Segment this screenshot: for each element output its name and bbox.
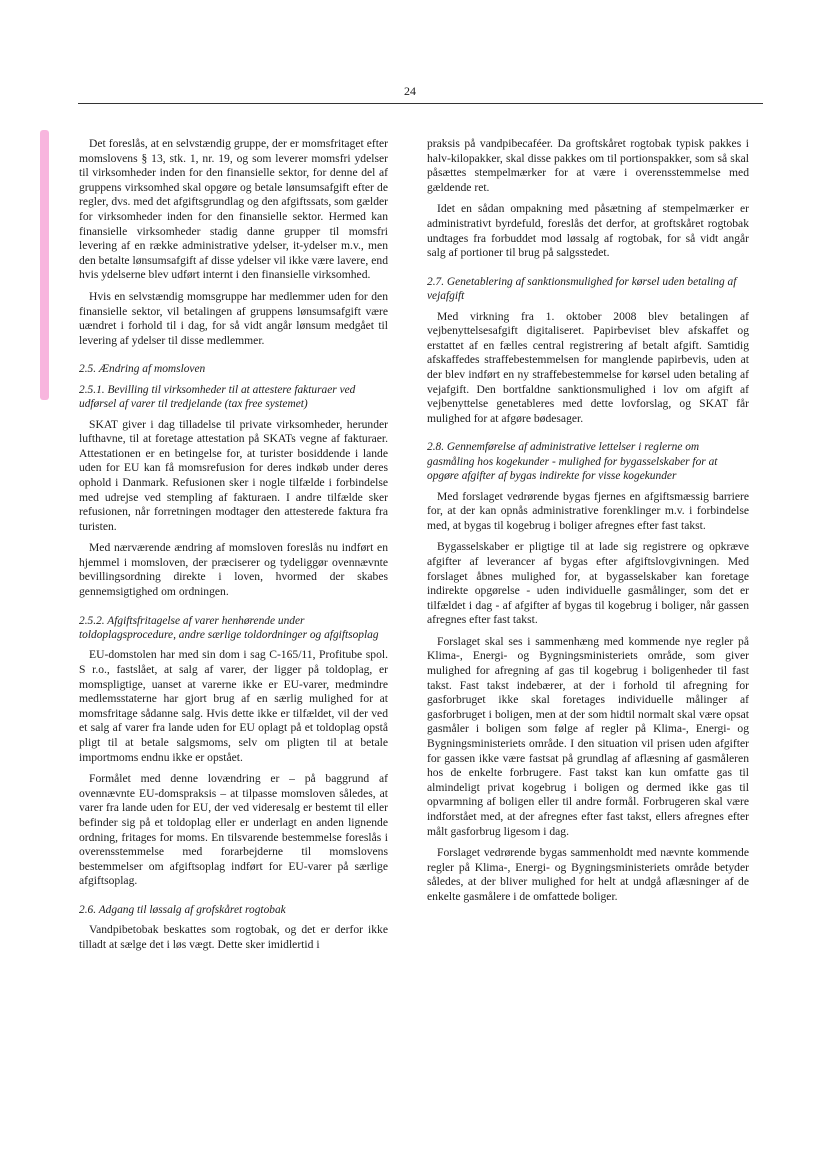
subsection-heading: 2.5.2. Afgiftsfritagelse af varer henhørende under toldoplagsprocedure, andre særlige toldordninger og afgiftsoplag [79,614,379,642]
header-rule [78,103,763,104]
right-column [427,137,749,912]
paragraph: Idet en sådan ompakning med påsætning af stempelmærker er administrativt byrdefuld, foreslås det derfor, at groftskåret rogtobak undtages fra forbuddet mod løssalg af rogtobak, for så vidt angår salg af portioner til brug på salgsstedet. [427,202,749,260]
section-heading: 2.5. Ændring af momsloven [79,363,206,376]
paragraph: Med forslaget vedrørende bygas fjernes en afgiftsmæssig barriere for, at der kan opnås administrative forenklinger m.v. i forbindelse med, at bygas til kogebrug i boliger afregnes efter fast takst. [427,489,749,532]
paragraph: SKAT giver i dag tilladelse til private virksomheder, herunder lufthavne, til at foretage attestation på SKATs vegne af fakturaer. Attestationen er en betingelse for, at turister bosiddende i lande uden for EU kan få momsrefusion for deres indkøb under deres ophold i Danmark. Refusionen sker i nogle tilfælde i forbindelse med udrejse ved stempling af fakturaen. I andre tilfælde sker refusionen, når forretningen modtager den attesterede faktura fra turisten. [79,417,388,533]
paragraph: EU-domstolen har med sin dom i sag C-165/11, Profitube spol. S r.o., fastslået, at salg af varer, der ligger på toldoplag, er momspligtige, uanset at varerne ikke er EU-varer, medmindre medlemsstaterne har gjort brug af en særlig mulighed for at momsfritage sådanne salg. Hvis dette ikke er tilfældet, vil der ved et salg af varer fra lande uden for EU oplagt på et toldoplag opstå pligt til at betale salgsmoms, selv om pligten til at betale importmoms endnu ikke er opstået. [79,648,388,764]
paragraph: Med nærværende ændring af momsloven foreslås nu indført en hjemmel i momsloven, der præciserer og tydeliggør ovennævnte bevillingsordning direkte i loven, hvormed der skabes gennemsigtighed om ordningen. [79,541,388,599]
section-heading: 2.6. Adgang til løssalg af grofskåret rogtobak [79,903,286,916]
paragraph: Hvis en selvstændig momsgruppe har medlemmer uden for den finansielle sektor, vil betalingen af gruppens lønsumsafgift være uændret i forhold til i dag, for så vidt angår lønsum medgået til levering af ydelser til disse medlemmer. [79,289,388,347]
paragraph: Formålet med denne lovændring er – på baggrund af ovennævnte EU-domspraksis – at tilpasse momsloven således, at varer fra lande uden for EU, der ved videresalg er bestemt til eller befinder sig på et toldoplag eller er underlagt en anden lignende ordning, fritages for moms. En tilsvarende bestemmelse foreslås i overensstemmelse med forarbejderne til momslovens bestemmelser om afgiftsoplag indført for EU-varer på særlige afgiftsoplag. [79,772,388,888]
page-number: 24 [404,84,416,98]
section-heading: 2.7. Genetablering af sanktionsmulighed for kørsel uden betaling af vejafgift [427,275,737,303]
paragraph: Med virkning fra 1. oktober 2008 blev betalingen af vejbenyttelsesafgift digitaliseret. Papirbeviset blev afskaffet og erstattet af en fælles central registrering af betalt afgift. Samtidig afskaffedes straffebestemmelsen for manglende papirbevis, uden at der blev indført en ny straffebestemmelse for kørsel uden betaling af vejafgift. Den bortfaldne sanktionsmulighed i lov om afgift af vejbenyttelse genetableres med dette lovforslag, og SKAT får mulighed for at afgøre bødesager. [427,309,749,425]
paragraph: Bygasselskaber er pligtige til at lade sig registrere og opkræve afgifter af leverancer af bygas efter afgiftslovgivningen. Med forslaget åbnes mulighed for, at bygasselskaber kan foretage indirekte opgørelse - uden individuelle gasmålinger, som det er tilfældet i dag - af afgifter af bygas til kogebrug i boliger, når gassen afregnes efter fast takst. [427,540,749,627]
section-heading: 2.8. Gennemførelse af administrative lettelser i reglerne om gasmåling hos kogekunder - mulighed for bygasselskaber for at opgøre afgifter af bygas indirekte for visse kogekunder [427,441,718,483]
paragraph: Forslaget vedrørende bygas sammenholdt med nævnte kommende regler på Klima-, Energi- og Bygningsministeriets område betyder således, at der bliver mulighed for helt at undgå aflæsninger af de enkelte gasmålere i de omfattede boliger. [427,846,749,903]
paragraph: Det foreslås, at en selvstændig gruppe, der er momsfritaget efter momslovens § 13, stk. 1, nr. 19, og som leverer momsfri ydelser til virksomheder inden for den finansielle sektor, for denne del af gruppens virksomhed skal opgøre og betale lønsumsafgift efter de regler, dvs. med det afgiftsgrundlag og den afgiftssats, som gælder for virksomheder inden for den finansielle sektor. Hermed kan finansielle virksomheder stadig danne grupper til momsfri levering af en række administrative ydelser, it-ydelser m.v., men den betalte lønsumsafgift af disse ydelser vil ikke være lavere, end hvis ydelserne blev udført internt i den finansielle virksomhed. [79,137,388,282]
paragraph: Vandpibetobak beskattes som rogtobak, og det er derfor ikke tilladt at sælge det i løs vægt. Dette sker imidlertid i [79,923,388,951]
left-column [79,137,388,960]
paragraph: Forslaget skal ses i sammenhæng med kommende nye regler på Klima-, Energi- og Bygningsministeriets område, som giver mulighed for afregning af gas til kogebrug i boligenheder til fast takst. Fast takst indebærer, at der i forhold til afregning for gasforbruget ikke skal foretages individuelle målinger af gasforbruget i boligen, men at der som hidtil normalt skal være opsat gasmåler i boligen som følge af regler på Klima-, Energi- og Bygningsministeriets område. I den situation vil prisen uden afgifter for gassen ikke være fastsat på grundlag af aflæsning af gasmåleren hos de enkelte forbrugere. Fast takst kan kun omfatte gas til almindeligt privat kogebrug i boligen og dermed ikke gas til opvarmning af boligen eller til andre formål. Forbrugeren skal være indforstået med, at der afregnes efter fast takst, ellers afregnes efter målt gasforbrug ligesom i dag. [427,634,749,838]
paragraph: praksis på vandpibecaféer. Da groftskåret rogtobak typisk pakkes i halv-kilopakker, skal disse pakkes om til portionspakker, som så skal påsættes stempelmærker for at være i overensstemmelse med gældende ret. [427,137,749,194]
subsection-heading: 2.5.1. Bevilling til virksomheder til at attestere fakturaer ved udførsel af varer til tredjelande (tax free systemet) [79,383,356,411]
highlight-mark [40,130,49,400]
